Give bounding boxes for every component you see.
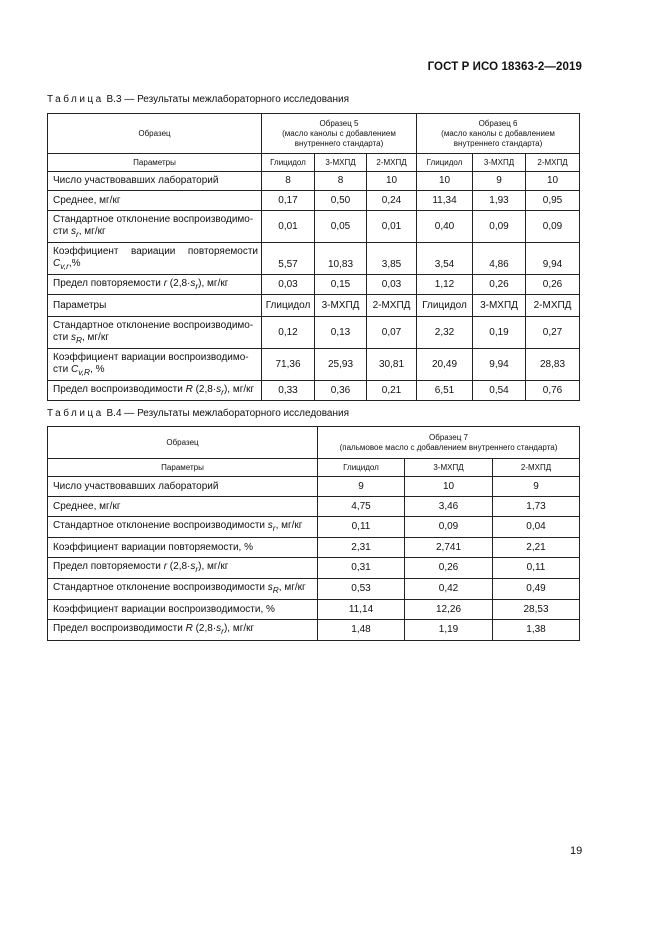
cell: 0,17 (262, 191, 315, 211)
row-label: Стандартное отклонение воспроизводимо- сти $s_r$, мг/кг (48, 211, 262, 243)
col-header: Глицидол (318, 459, 405, 477)
cell: 8 (315, 172, 367, 191)
table-row (48, 600, 580, 620)
cell: 9,94 (473, 349, 526, 381)
cell: 25,93 (315, 349, 367, 381)
cell: 0,21 (367, 381, 417, 401)
cell: 2,32 (417, 317, 473, 349)
row-label: Число участвовавших лабораторий (48, 477, 318, 497)
cell: 0,50 (315, 191, 367, 211)
table-row (48, 211, 580, 243)
sample5-header: Образец 5 (масло канолы с добавлением внутреннего стандарта) (262, 114, 417, 154)
col-header: 3-МХПД (315, 154, 367, 172)
cell: 0,36 (315, 381, 367, 401)
cell: 10 (405, 477, 493, 497)
cell: 0,26 (526, 275, 580, 295)
col-header: 3-МХПД (473, 295, 526, 317)
cell: 0,53 (318, 579, 405, 600)
table-row (48, 558, 580, 579)
cell: 11,34 (417, 191, 473, 211)
cell: 0,33 (262, 381, 315, 401)
cell: 20,49 (417, 349, 473, 381)
sample-header: Образец (48, 427, 318, 459)
col-header: 3-МХПД (315, 295, 367, 317)
table-b4-caption (47, 408, 349, 419)
cell: 0,54 (473, 381, 526, 401)
cell: 4,75 (318, 497, 405, 517)
cell: 0,49 (493, 579, 580, 600)
params-header: Параметры (48, 295, 262, 317)
cell: 9 (473, 172, 526, 191)
table-row (48, 538, 580, 558)
row-label: Среднее, мг/кг (48, 191, 262, 211)
row-label: Предел воспроизводимости R $(2,8\cdot s_r)$, мг/кг (48, 620, 318, 641)
cell: 0,01 (367, 211, 417, 243)
cell: 9 (493, 477, 580, 497)
table-row (48, 381, 580, 401)
cell: 0,12 (262, 317, 315, 349)
cell: 5,57 (262, 243, 315, 275)
table-b3 (47, 113, 580, 401)
cell: 1,48 (318, 620, 405, 641)
cell: 0,09 (526, 211, 580, 243)
cell: 28,83 (526, 349, 580, 381)
row-label: Коэффициент вариации воспроизводимо- сти $C_{v,R}$, % (48, 349, 262, 381)
col-header: Глицидол (262, 295, 315, 317)
cell: 0,26 (473, 275, 526, 295)
table-row (48, 477, 580, 497)
cell: 2,31 (318, 538, 405, 558)
row-label: Предел повторяемости r $(2,8\cdot s_r)$, мг/кг (48, 558, 318, 579)
caption-text: В.3 — Результаты межлабораторного исследования (103, 94, 349, 105)
table-b3-caption (47, 94, 349, 105)
table-row (48, 317, 580, 349)
table-row (48, 620, 580, 641)
cell: 0,27 (526, 317, 580, 349)
row-label: Среднее, мг/кг (48, 497, 318, 517)
col-header: 2-МХПД (367, 154, 417, 172)
cell: 0,40 (417, 211, 473, 243)
col-header: Глицидол (417, 295, 473, 317)
cell: 6,51 (417, 381, 473, 401)
cell: 0,01 (262, 211, 315, 243)
cell: 0,11 (493, 558, 580, 579)
cell: 11,14 (318, 600, 405, 620)
col-header: Глицидол (262, 154, 315, 172)
cell: 12,26 (405, 600, 493, 620)
cell: 71,36 (262, 349, 315, 381)
cell: 0,31 (318, 558, 405, 579)
cell: 4,86 (473, 243, 526, 275)
cell: 3,54 (417, 243, 473, 275)
cell: 2,21 (493, 538, 580, 558)
table-row (48, 579, 580, 600)
table-row (48, 497, 580, 517)
cell: 28,53 (493, 600, 580, 620)
cell: 1,93 (473, 191, 526, 211)
cell: 0,04 (493, 517, 580, 538)
row-label: Стандартное отклонение воспроизводимо- сти $s_R$, мг/кг (48, 317, 262, 349)
cell: 0,26 (405, 558, 493, 579)
cell: 9 (318, 477, 405, 497)
caption-word: Таблица (47, 94, 104, 105)
sample6-header: Образец 6 (масло канолы с добавлением внутреннего стандарта) (417, 114, 580, 154)
cell: 0,09 (405, 517, 493, 538)
caption-text: В.4 — Результаты межлабораторного исследования (103, 408, 349, 419)
cell: 0,42 (405, 579, 493, 600)
cell: 1,12 (417, 275, 473, 295)
cell: 30,81 (367, 349, 417, 381)
row-label: Стандартное отклонение воспроизводимости $s_r$, мг/кг (48, 517, 318, 538)
sample-header: Образец (48, 114, 262, 154)
table-row (48, 191, 580, 211)
col-header: Глицидол (417, 154, 473, 172)
row-label: Коэффициент вариации воспроизводимости, % (48, 600, 318, 620)
cell: 10 (417, 172, 473, 191)
params-header: Параметры (48, 154, 262, 172)
cell: 0,07 (367, 317, 417, 349)
col-header: 2-МХПД (526, 154, 580, 172)
col-header: 3-МХПД (473, 154, 526, 172)
sample7-header: Образец 7 (пальмовое масло с добавлением внутреннего стандарта) (318, 427, 580, 459)
page-number: 19 (570, 845, 583, 857)
params-header: Параметры (48, 459, 318, 477)
row-label: Предел повторяемости r $(2,8\cdot s_r)$, мг/кг (48, 275, 262, 295)
table-row (48, 517, 580, 538)
row-label: Коэффициент вариации повторяемости, % (48, 538, 318, 558)
cell: 0,24 (367, 191, 417, 211)
cell: 10 (367, 172, 417, 191)
table-row (48, 243, 580, 275)
table-row (48, 349, 580, 381)
cell: 0,09 (473, 211, 526, 243)
col-header: 2-МХПД (367, 295, 417, 317)
cell: 3,46 (405, 497, 493, 517)
cell: 0,15 (315, 275, 367, 295)
table-row (48, 172, 580, 191)
cell: 10 (526, 172, 580, 191)
cell: 2,741 (405, 538, 493, 558)
standard-designation: ГОСТ Р ИСО 18363-2—2019 (427, 61, 582, 73)
col-header: 2-МХПД (526, 295, 580, 317)
cell: 0,05 (315, 211, 367, 243)
cell: 8 (262, 172, 315, 191)
row-label: Число участвовавших лабораторий (48, 172, 262, 191)
cell: 9,94 (526, 243, 580, 275)
cell: 1,73 (493, 497, 580, 517)
row-label: Стандартное отклонение воспроизводимости $s_R$, мг/кг (48, 579, 318, 600)
table-b4 (47, 426, 580, 641)
caption-word: Таблица (47, 408, 104, 419)
cell: 1,19 (405, 620, 493, 641)
col-header: 3-МХПД (405, 459, 493, 477)
cell: 10,83 (315, 243, 367, 275)
cell: 0,11 (318, 517, 405, 538)
table-row (48, 275, 580, 295)
row-label: Коэффициент вариации повторяемости $C_{v,r},\%$ (48, 243, 262, 275)
cell: 0,03 (367, 275, 417, 295)
cell: 3,85 (367, 243, 417, 275)
row-label: Предел воспроизводимости R $(2,8\cdot s_r)$, мг/кг (48, 381, 262, 401)
col-header: 2-МХПД (493, 459, 580, 477)
cell: 0,03 (262, 275, 315, 295)
cell: 0,13 (315, 317, 367, 349)
cell: 0,19 (473, 317, 526, 349)
cell: 0,76 (526, 381, 580, 401)
cell: 1,38 (493, 620, 580, 641)
cell: 0,95 (526, 191, 580, 211)
